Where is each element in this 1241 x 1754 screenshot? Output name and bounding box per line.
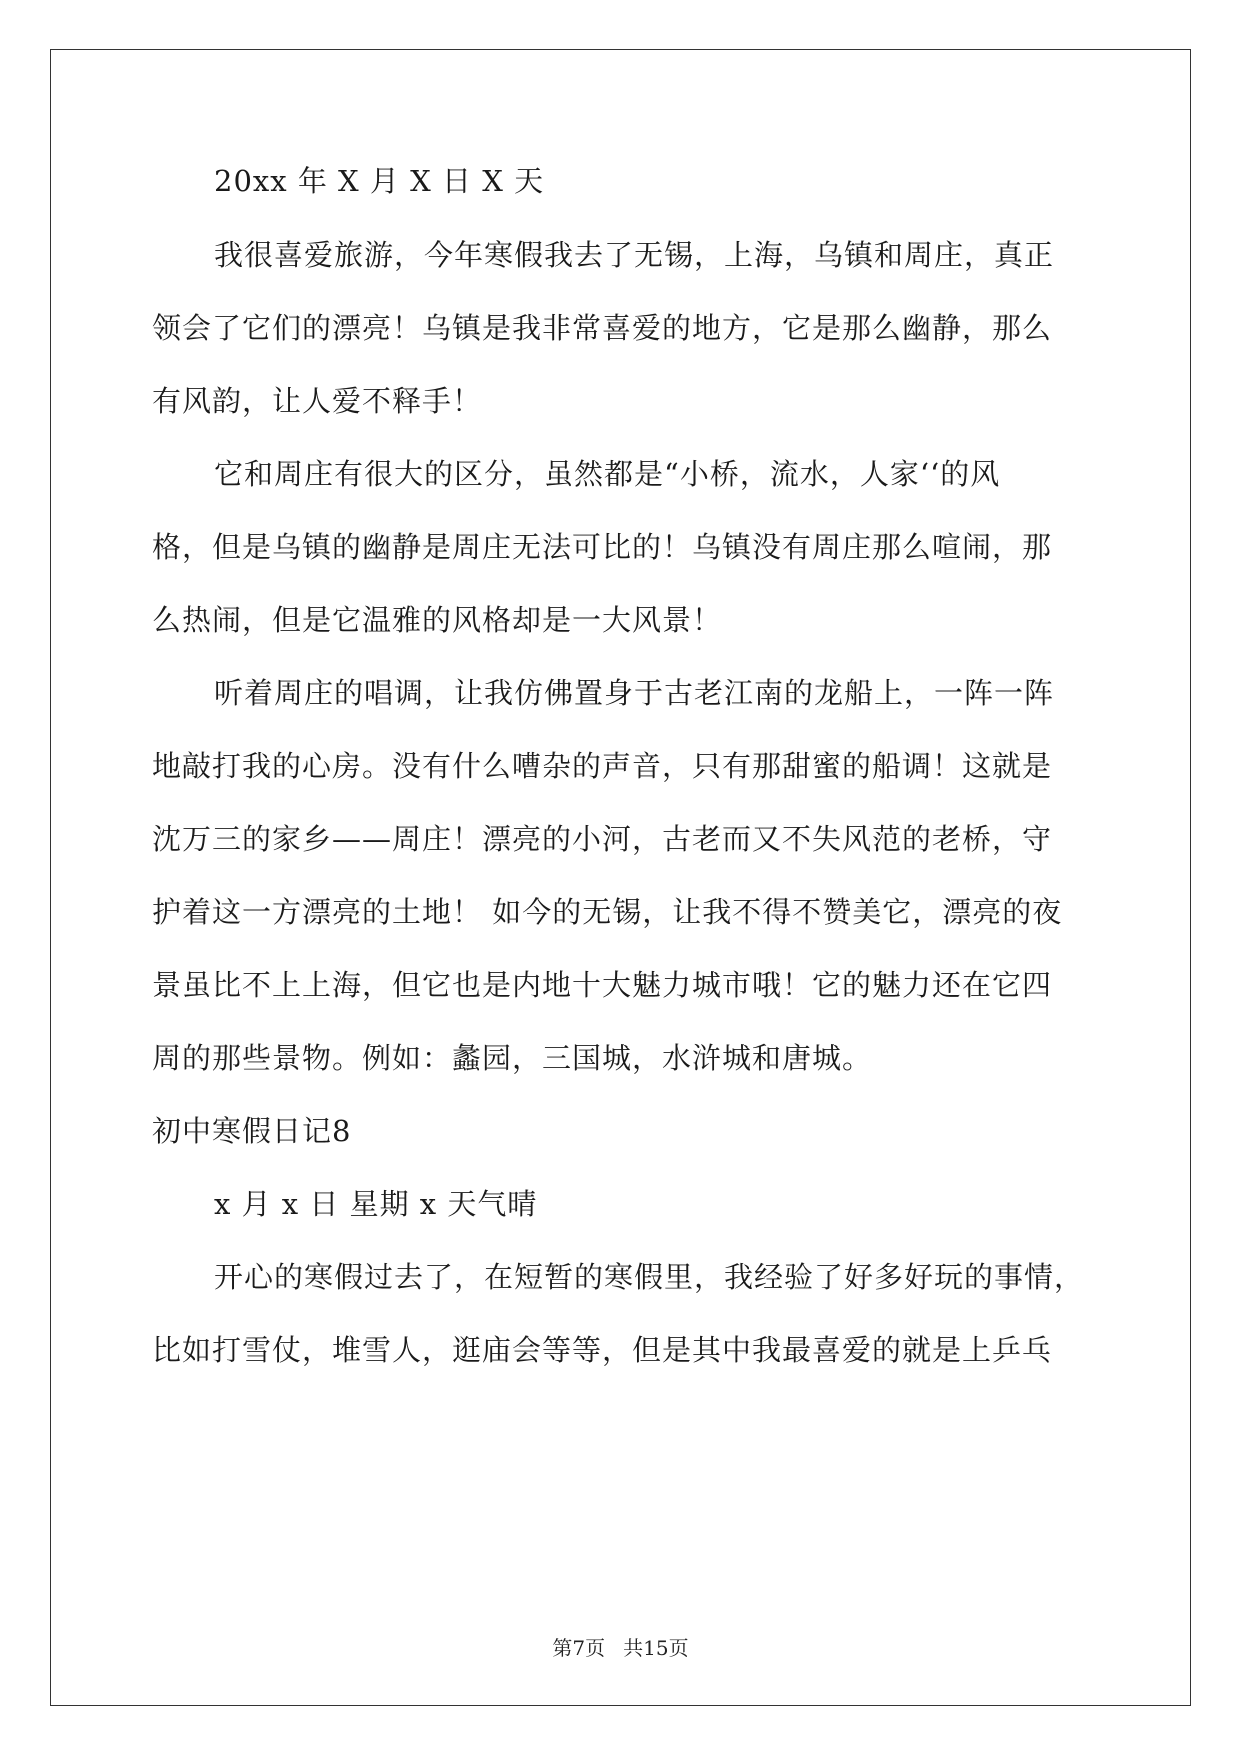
paragraph-line: 开心的寒假过去了，在短暂的寒假里，我经验了好多好玩的事情， [214,1260,1085,1294]
page-number: 第7页 [552,1636,606,1660]
paragraph-line: 有风韵，让人爱不释手！ [152,384,483,418]
diary-date-line: 20xx 年 X 月 X 日 X 天 [214,164,545,198]
paragraph-line: 它和周庄有很大的区分，虽然都是“小桥，流水，人家‘‘的风 [214,457,1001,491]
paragraph-line: 听着周庄的唱调，让我仿佛置身于古老江南的龙船上，一阵一阵 [214,676,1055,710]
document-body [152,160,1092,1371]
paragraph-line: 领会了它们的漂亮！乌镇是我非常喜爱的地方，它是那么幽静，那么 [152,311,1053,345]
diary-date-line: x 月 x 日 星期 x 天气晴 [214,1187,538,1221]
section-heading: 初中寒假日记8 [152,1114,352,1148]
paragraph-line: 护着这一方漂亮的土地！ 如今的无锡，让我不得不赞美它，漂亮的夜 [152,895,1063,929]
paragraph-line: 我很喜爱旅游，今年寒假我去了无锡，上海，乌镇和周庄，真正 [214,238,1055,272]
page-footer [0,1632,1241,1661]
paragraph-line: 地敲打我的心房。没有什么嘈杂的声音，只有那甜蜜的船调！这就是 [152,749,1053,783]
paragraph-line: 周的那些景物。例如：蠡园，三国城，水浒城和唐城。 [152,1041,873,1075]
page-total: 共15页 [623,1636,689,1660]
paragraph-line: 景虽比不上上海，但它也是内地十大魅力城市哦！它的魅力还在它四 [152,968,1053,1002]
paragraph-line: 比如打雪仗，堆雪人，逛庙会等等，但是其中我最喜爱的就是上乒乓 [152,1333,1053,1367]
paragraph-line: 么热闹，但是它温雅的风格却是一大风景！ [152,603,723,637]
paragraph-line: 沈万三的家乡——周庄！漂亮的小河，古老而又不失风范的老桥，守 [152,822,1053,856]
paragraph-line: 格，但是乌镇的幽静是周庄无法可比的！乌镇没有周庄那么喧闹，那 [152,530,1053,564]
